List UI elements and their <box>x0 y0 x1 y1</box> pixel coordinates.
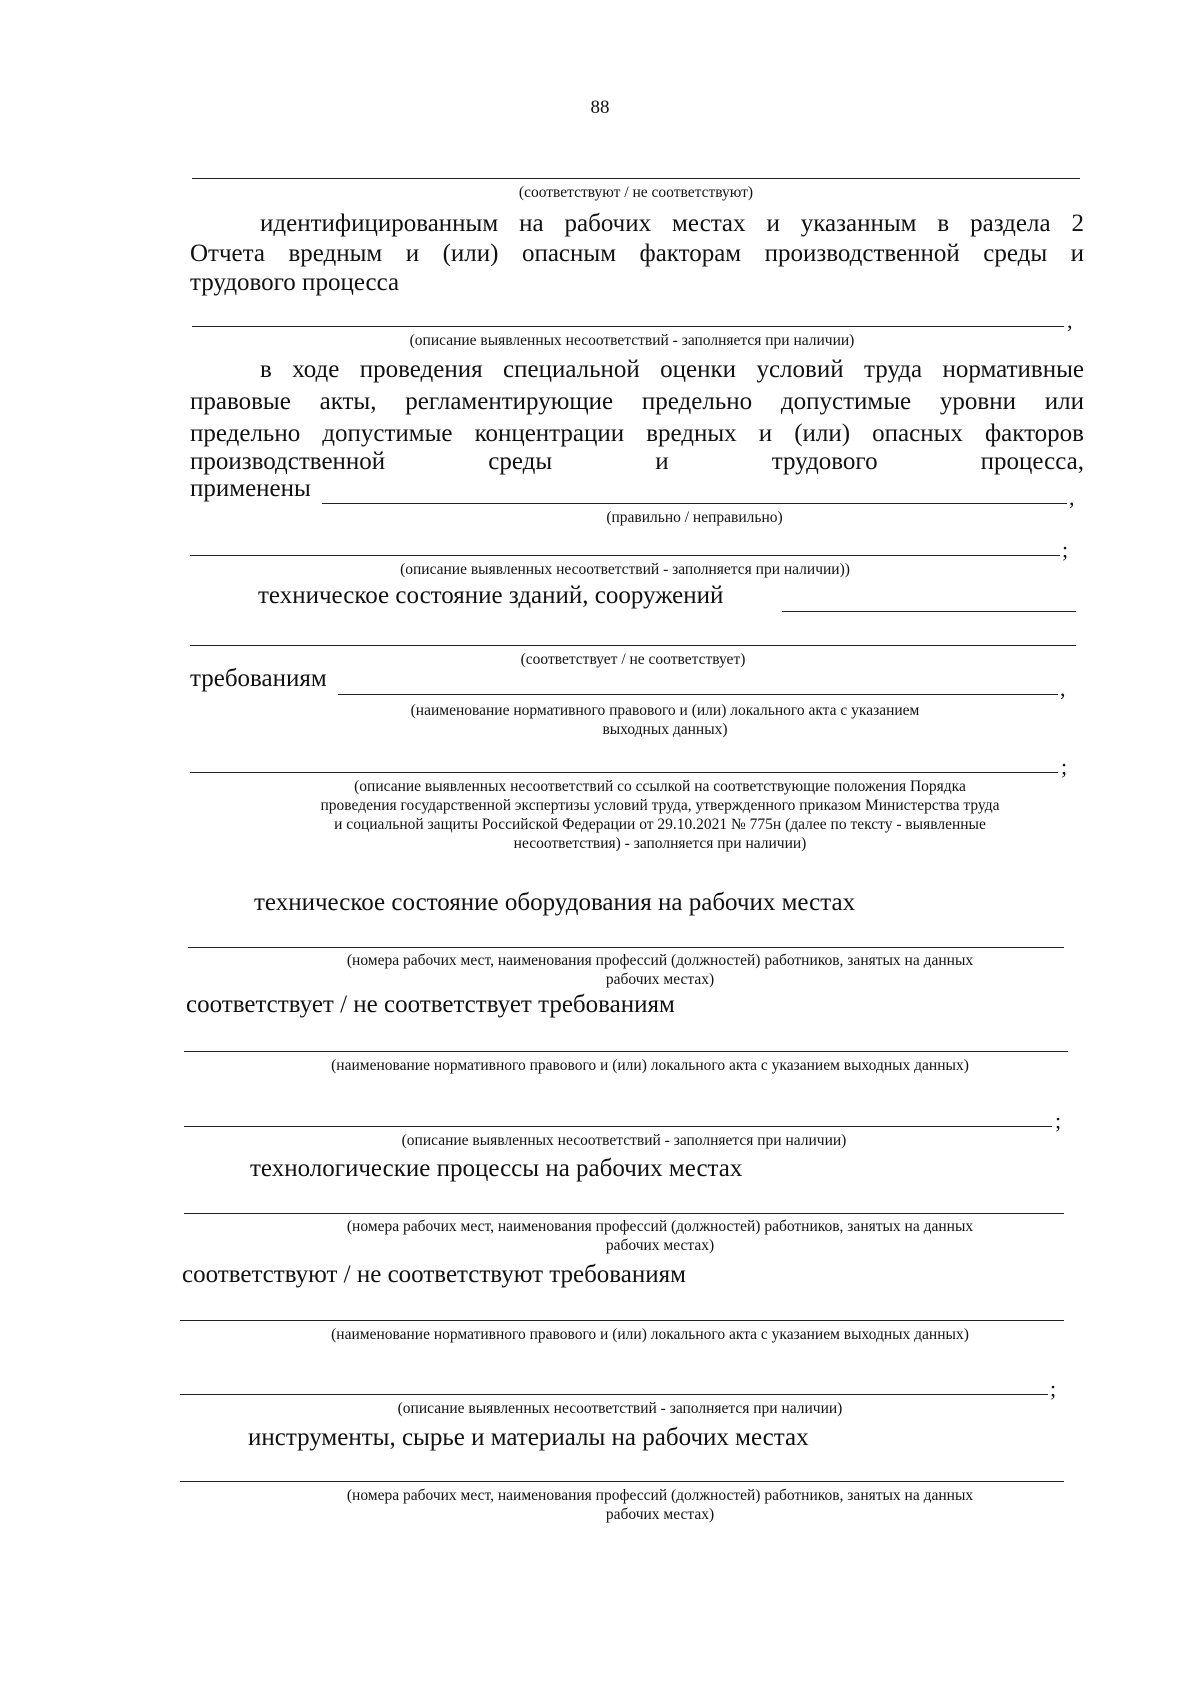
comma: , <box>1067 308 1073 333</box>
semicolon: ; <box>1062 537 1069 562</box>
paragraph-line: в ходе проведения специальной оценки условий труда нормативные <box>260 356 1084 383</box>
field-caption: (описание выявленных несоответствий - заполняется при наличии) <box>401 1132 847 1149</box>
field-caption: (наименование нормативного правового и (или) локального акта с указанием выходных данных) <box>331 1326 969 1343</box>
section-heading: техническое состояние зданий, сооружений <box>258 582 724 609</box>
fill-line[interactable] <box>184 1051 1068 1052</box>
fill-line[interactable] <box>192 326 1064 327</box>
semicolon: ; <box>1061 754 1068 779</box>
fill-line[interactable] <box>180 1481 1064 1482</box>
field-caption: (номера рабочих мест, наименования профессий (должностей) работников, занятых на данных рабочих местах) <box>346 1218 974 1254</box>
requirements-label: требованиям <box>190 665 327 692</box>
field-caption: (описание выявленных несоответствий со ссылкой на соответствующие положения Порядка проведения государственной экспертизы условий труда, утвержденного приказом Министерства труда и социальной защиты Российской Федерации от 29.10.2021 № 775н (далее по тексту - выявленные несоответствия) - заполняется при наличии) <box>320 778 1000 852</box>
fill-line[interactable] <box>190 645 1076 646</box>
fill-line[interactable] <box>188 947 1064 948</box>
paragraph-line: применены <box>190 475 311 502</box>
page-number: 88 <box>590 97 610 118</box>
field-caption: (описание выявленных несоответствий - заполняется при наличии) <box>409 332 855 349</box>
section-heading: инструменты, сырье и материалы на рабочих местах <box>248 1424 809 1451</box>
paragraph-line: правовые акты, регламентирующие предельно допустимые уровни или <box>190 388 1084 415</box>
fill-line[interactable] <box>180 1394 1048 1395</box>
field-caption: (номера рабочих мест, наименования профессий (должностей) работников, занятых на данных рабочих местах) <box>346 952 974 988</box>
paragraph-line: идентифицированным на рабочих местах и указанным в раздела 2 <box>260 210 1084 237</box>
semicolon: ; <box>1055 1108 1062 1133</box>
fill-line[interactable] <box>190 555 1060 556</box>
fill-line[interactable] <box>190 772 1058 773</box>
fill-line[interactable] <box>322 503 1067 504</box>
section-heading: техническое состояние оборудования на рабочих местах <box>254 889 856 916</box>
section-heading: технологические процессы на рабочих местах <box>250 1155 743 1182</box>
fill-line[interactable] <box>192 178 1080 179</box>
semicolon: ; <box>1050 1376 1057 1401</box>
fill-line[interactable] <box>338 694 1058 695</box>
comma: , <box>1060 676 1066 701</box>
field-caption: (наименование нормативного правового и (или) локального акта с указанием выходных данных) <box>410 702 920 738</box>
field-caption: (соответствует / не соответствует) <box>520 651 746 668</box>
fill-line[interactable] <box>180 1320 1064 1321</box>
paragraph-line: трудового процесса <box>190 269 400 296</box>
paragraph-line: Отчета вредным и (или) опасным факторам производственной среды и <box>190 240 1084 267</box>
fill-line[interactable] <box>782 611 1076 612</box>
fill-line[interactable] <box>184 1213 1064 1214</box>
status-text: соответствуют / не соответствуют требованиям <box>182 1261 686 1288</box>
field-caption: (правильно / неправильно) <box>606 509 783 526</box>
status-text: соответствует / не соответствует требованиям <box>186 991 675 1018</box>
paragraph-line: предельно допустимые концентрации вредных и (или) опасных факторов <box>190 420 1084 447</box>
field-caption: (номера рабочих мест, наименования профессий (должностей) работников, занятых на данных рабочих местах) <box>346 1487 974 1523</box>
comma: , <box>1069 485 1075 510</box>
field-caption: (соответствуют / не соответствуют) <box>518 184 754 201</box>
paragraph-line: производственной среды и трудового процесса, <box>190 448 1084 475</box>
fill-line[interactable] <box>184 1126 1052 1127</box>
field-caption: (наименование нормативного правового и (или) локального акта с указанием выходных данных) <box>331 1057 969 1074</box>
field-caption: (описание выявленных несоответствий - заполняется при наличии) <box>397 1400 843 1417</box>
field-caption: (описание выявленных несоответствий - заполняется при наличии)) <box>400 561 850 578</box>
